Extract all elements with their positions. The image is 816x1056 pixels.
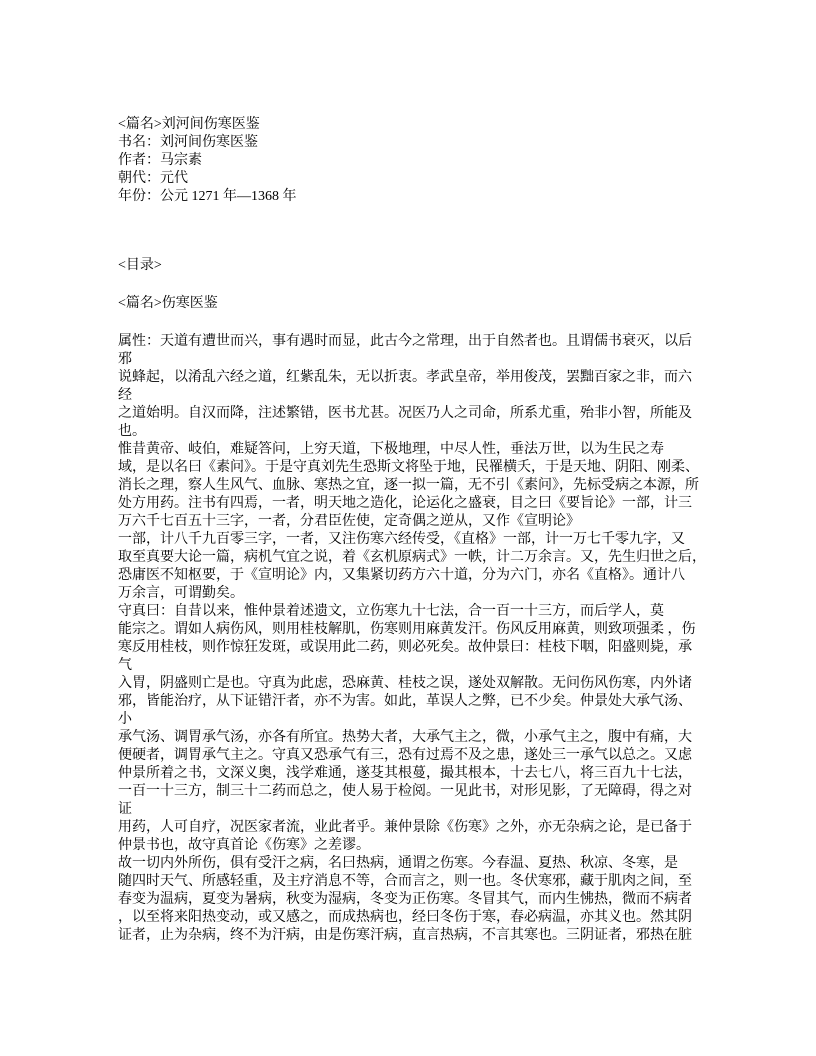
body-text-line: 一部，计八千九百零三字，一者，又注伤寒六经传受，《直格》一部，计一万七千零九字，又 xyxy=(118,532,685,547)
header-line: <篇名>刘河间伤寒医鉴 xyxy=(118,117,260,132)
toc-block xyxy=(118,257,710,275)
body-text-line: 随四时天气、所感轻重，及主疗消息不等，合而言之，则一也。冬伏寒邪，藏于肌肉之间，至 xyxy=(118,874,692,889)
body-text-line: 仲景书也，故守真首论《伤寒》之差谬。 xyxy=(118,838,370,853)
section-block xyxy=(118,295,710,313)
body-text-line: 寒反用桂枝，则作惊狂发斑，或误用此二药，则必死矣。故仲景曰：桂枝下咽，阳盛则毙，承 xyxy=(118,640,692,655)
body-text-line: 故一切内外所伤，俱有受汗之病，名曰热病，通谓之伤寒。今春温、夏热、秋凉、冬寒，是 xyxy=(118,856,678,871)
body-text-line: 域，是以名曰《素问》。于是守真刘先生恐斯文将坠于地，民罹横夭，于是天地、阴阳、刚柔、 xyxy=(118,460,699,475)
body-text-line: ，以至将来阳热变动，或又感之，而成热病也，经曰冬伤于寒，春必病温，亦其义也。然其阴 xyxy=(118,910,692,925)
header-line: 朝代：元代 xyxy=(118,171,188,186)
body-text-line: 小 xyxy=(118,712,132,727)
header-line: 年份：公元 1271 年—1368 年 xyxy=(118,189,297,204)
body-text-line: 一百一十三方，制三十二药而总之，使人易于检阅。一见此书，对形见影，了无障碍，得之对 xyxy=(118,784,692,799)
body-text-line: 万六千七百五十三字，一者，分君臣佐使，定奇偶之逆从，又作《宣明论》 xyxy=(118,514,580,529)
body-text-line: 说蜂起，以淆乱六经之道，红紫乱朱，无以折衷。孝武皇帝，举用俊茂，罢黜百家之非，而六 xyxy=(118,370,692,385)
body-text-line: 也。 xyxy=(118,424,146,439)
header-line: 作者：马宗素 xyxy=(118,153,202,168)
body-text-line: 用药，人可自疗，况医家者流，业此者乎。兼仲景除《伤寒》之外，亦无杂病之论，是已备于 xyxy=(118,820,692,835)
document-body xyxy=(118,333,710,945)
body-text-line: 之道始明。自汉而降，注述繁错，医书尤甚。况医乃人之司命，所系尤重，殆非小智，所能及 xyxy=(118,406,692,421)
body-text-line: 守真曰：自昔以来，惟仲景着述遗文，立伤寒九十七法，合一百一十三方，而后学人，莫 xyxy=(118,604,664,619)
body-text-line: 仲景所着之书，文深义奥，浅学难通，遂芟其根蔓，撮其根本，十去七八，将三百九十七法， xyxy=(118,766,692,781)
body-text-line: 处方用药。注书有四焉，一者，明天地之造化，论运化之盛衰，目之曰《要旨论》一部，计三 xyxy=(118,496,692,511)
document-content xyxy=(118,116,710,945)
body-text-line: 邪 xyxy=(118,352,132,367)
body-text-line: 春变为温病，夏变为暑病，秋变为湿病，冬变为正伤寒。冬冒其气，而内生怫热，微而不病者 xyxy=(118,892,692,907)
body-text-line: 消长之理，察人生风气、血脉、寒热之宜，逐一拟一篇，无不引《素问》，先标受病之本源，所 xyxy=(118,478,699,493)
body-text-line: 证者，止为杂病，终不为汗病，由是伤寒汗病，直言热病，不言其寒也。三阴证者，邪热在脏 xyxy=(118,928,692,943)
body-text-line: 承气汤、调胃承气汤，亦各有所宜。热势大者，大承气主之，微，小承气主之，腹中有痛，大 xyxy=(118,730,692,745)
body-text-line: 属性：天道有遭世而兴，事有遇时而显，此古今之常理，出于自然者也。且谓儒书衰灭，以后 xyxy=(118,334,692,349)
body-text-line: 邪，皆能治疗，从下证错汗者，亦不为害。如此，革误人之弊，已不少矣。仲景处大承气汤、 xyxy=(118,694,692,709)
body-text-line: 气 xyxy=(118,658,132,673)
toc-marker: <目录> xyxy=(118,258,162,273)
header-line: 书名：刘河间伤寒医鉴 xyxy=(118,135,258,150)
body-text-line: 取至真要大论一篇，病机气宜之说，着《玄机原病式》一帙，计二万余言。又，先生归世之后， xyxy=(118,550,706,565)
body-text-line: 能宗之。谓如人病伤风，则用桂枝解肌，伤寒则用麻黄发汗。伤风反用麻黄，则致项强柔 ，伤 xyxy=(118,622,696,637)
body-text-line: 证 xyxy=(118,802,132,817)
body-text-line: 入胃，阴盛则亡是也。守真为此虑，恐麻黄、桂枝之误，遂处双解散。无问伤风伤寒，内外诸 xyxy=(118,676,692,691)
document-header xyxy=(118,116,710,206)
body-text-line: 恐庸医不知枢要，于《宣明论》内，又集紧切药方六十道，分为六门，亦名《直格》。通计八 xyxy=(118,568,685,583)
body-text-line: 经 xyxy=(118,388,132,403)
body-text-line: 便硬者，调胃承气主之。守真又恐承气有三，恐有过焉不及之患，遂处三一承气以总之。又虑 xyxy=(118,748,692,763)
body-text-line: 万余言，可谓勤矣。 xyxy=(118,586,244,601)
section-title: <篇名>伤寒医鉴 xyxy=(118,296,218,311)
body-text-line: 惟昔黄帝、岐伯，难疑答问，上穷天道，下极地理，中尽人性，垂法万世，以为生民之寿 xyxy=(118,442,664,457)
